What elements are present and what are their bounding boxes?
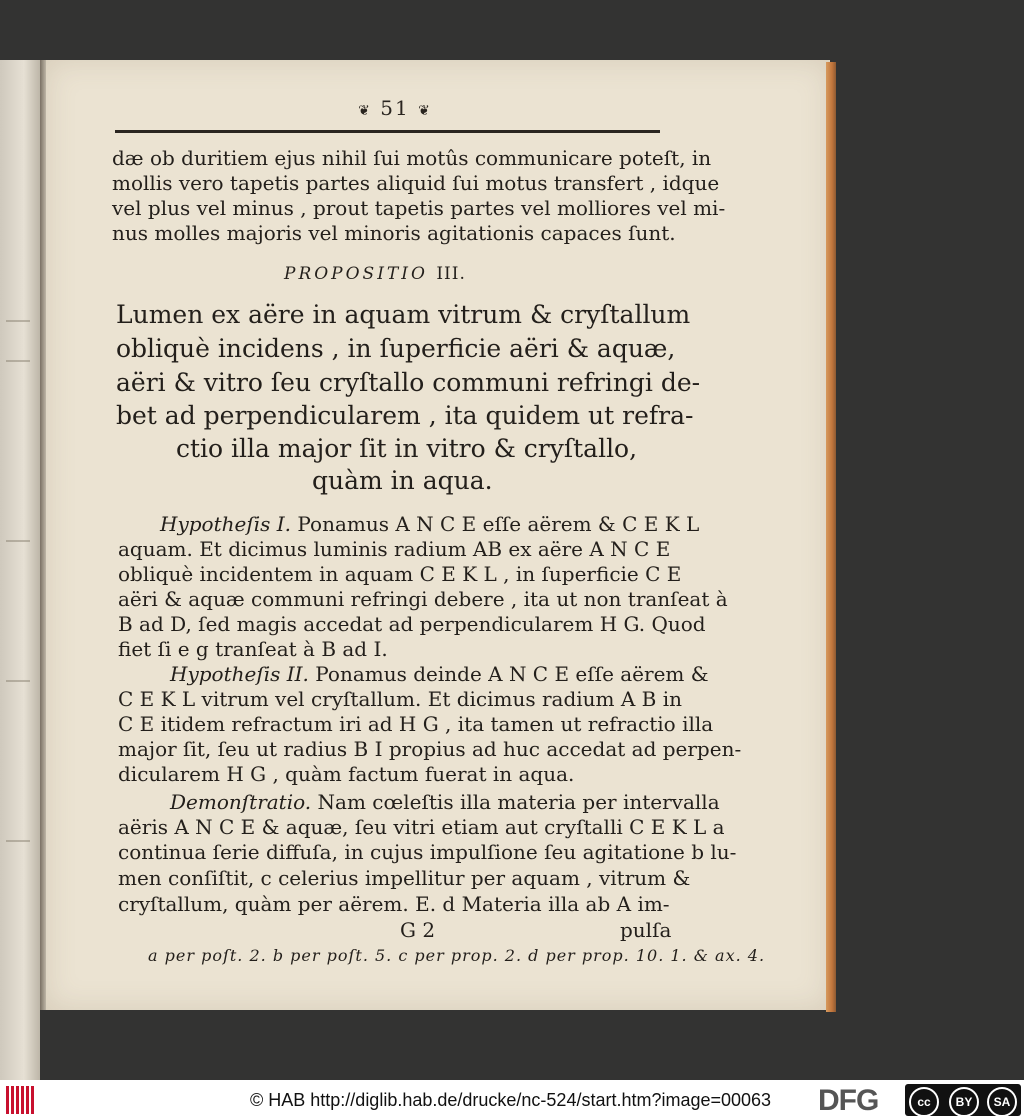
hypothesis-1-label: Hypotheſis I. bbox=[160, 512, 292, 536]
text-line: dicularem H G , quàm factum fuerat in aqua. bbox=[118, 762, 575, 786]
ornament-right-icon: ❦ bbox=[418, 103, 432, 119]
text-line: mollis vero tapetis partes aliquid ſui motus transfert , idque bbox=[112, 171, 720, 195]
proposition-line: quàm in aqua. bbox=[312, 466, 493, 495]
footer-banner bbox=[0, 1080, 1024, 1120]
copyright-link[interactable]: © HAB http://diglib.hab.de/drucke/nc-524/start.htm?image=00063 bbox=[250, 1090, 772, 1110]
proposition-line: Lumen ex aëre in aquam vitrum & cryſtallum bbox=[116, 300, 691, 329]
demonstration-first-line bbox=[170, 790, 720, 814]
text-line: aquam. Et dicimus luminis radium AB ex aëre A N C E bbox=[118, 537, 671, 561]
heading-number: III. bbox=[436, 264, 466, 284]
hypothesis-1-first-line bbox=[160, 512, 699, 536]
signature-mark: G 2 bbox=[400, 918, 436, 942]
page-number bbox=[330, 96, 460, 120]
proposition-line: obliquè incidens , in ſuperficie aëri & aquæ, bbox=[116, 334, 676, 363]
section-heading bbox=[284, 264, 466, 284]
hypothesis-2-text: Ponamus deinde A N C E eſſe aërem & bbox=[315, 662, 709, 686]
proposition-line: aëri & vitro ſeu cryſtallo communi refringi de- bbox=[116, 368, 701, 397]
page-fore-edge bbox=[826, 62, 836, 1012]
demonstration-text: Nam cœleſtis illa materia per intervalla bbox=[317, 790, 720, 814]
text-line: B ad D, ſed magis accedat ad perpendicularem H G. Quod bbox=[118, 612, 706, 636]
by-icon: BY bbox=[949, 1087, 979, 1117]
hab-logo-icon bbox=[6, 1086, 42, 1114]
text-line: aëri & aquæ communi refringi debere , ita ut non tranſeat à bbox=[118, 587, 728, 611]
text-line: major ſit, ſeu ut radius B I propius ad huc accedat ad perpen- bbox=[118, 737, 742, 761]
text-line: aëris A N C E & aquæ, ſeu vitri etiam aut cryſtalli C E K L a bbox=[118, 815, 725, 839]
text-line: C E itidem refractum iri ad H G , ita tamen ut refractio illa bbox=[118, 712, 714, 736]
text-line: men conſiſtit, c celerius impellitur per aquam , vitrum & bbox=[118, 866, 691, 890]
folio-number: 51 bbox=[380, 96, 410, 120]
text-line: fiet ſi e g tranſeat à B ad I. bbox=[118, 637, 388, 661]
text-line: C E K L vitrum vel cryſtallum. Et dicimus radium A B in bbox=[118, 687, 682, 711]
cc-icon: cc bbox=[909, 1087, 939, 1117]
dfg-logo: DFG bbox=[818, 1084, 879, 1117]
header-rule bbox=[115, 130, 660, 133]
text-line: nus molles majoris vel minoris agitationis capaces ſunt. bbox=[112, 221, 676, 245]
proposition-line: ctio illa major ſit in vitro & cryſtallo, bbox=[176, 434, 638, 463]
proposition-line: bet ad perpendicularem , ita quidem ut refra- bbox=[116, 401, 694, 430]
catchword: pulſa bbox=[620, 918, 672, 942]
text-line: vel plus vel minus , prout tapetis partes vel molliores vel mi- bbox=[112, 196, 726, 220]
heading-word: PROPOSITIO bbox=[284, 264, 428, 284]
footnotes: a per poſt. 2. b per poſt. 5. c per prop. 2. d per prop. 10. 1. & ax. 4. bbox=[148, 946, 766, 965]
hypothesis-1-text: Ponamus A N C E eſſe aërem & C E K L bbox=[297, 512, 700, 536]
demonstration-label: Demonſtratio. bbox=[170, 790, 312, 814]
ornament-left-icon: ❦ bbox=[358, 103, 372, 119]
previous-page-edge bbox=[0, 60, 40, 1080]
text-line: continua ſerie diffuſa, in cujus impulſione ſeu agitatione b lu- bbox=[118, 840, 737, 864]
cc-license-badge[interactable] bbox=[905, 1084, 1021, 1116]
text-line: dæ ob duritiem ejus nihil ſui motûs communicare poteſt, in bbox=[112, 146, 712, 170]
sa-icon: SA bbox=[987, 1087, 1017, 1117]
text-line: obliquè incidentem in aquam C E K L , in ſuperficie C E bbox=[118, 562, 682, 586]
hypothesis-2-label: Hypotheſis II. bbox=[170, 662, 309, 686]
hypothesis-2-first-line bbox=[170, 662, 709, 686]
text-line: cryſtallum, quàm per aërem. E. d Materia illa ab A im- bbox=[118, 892, 670, 916]
